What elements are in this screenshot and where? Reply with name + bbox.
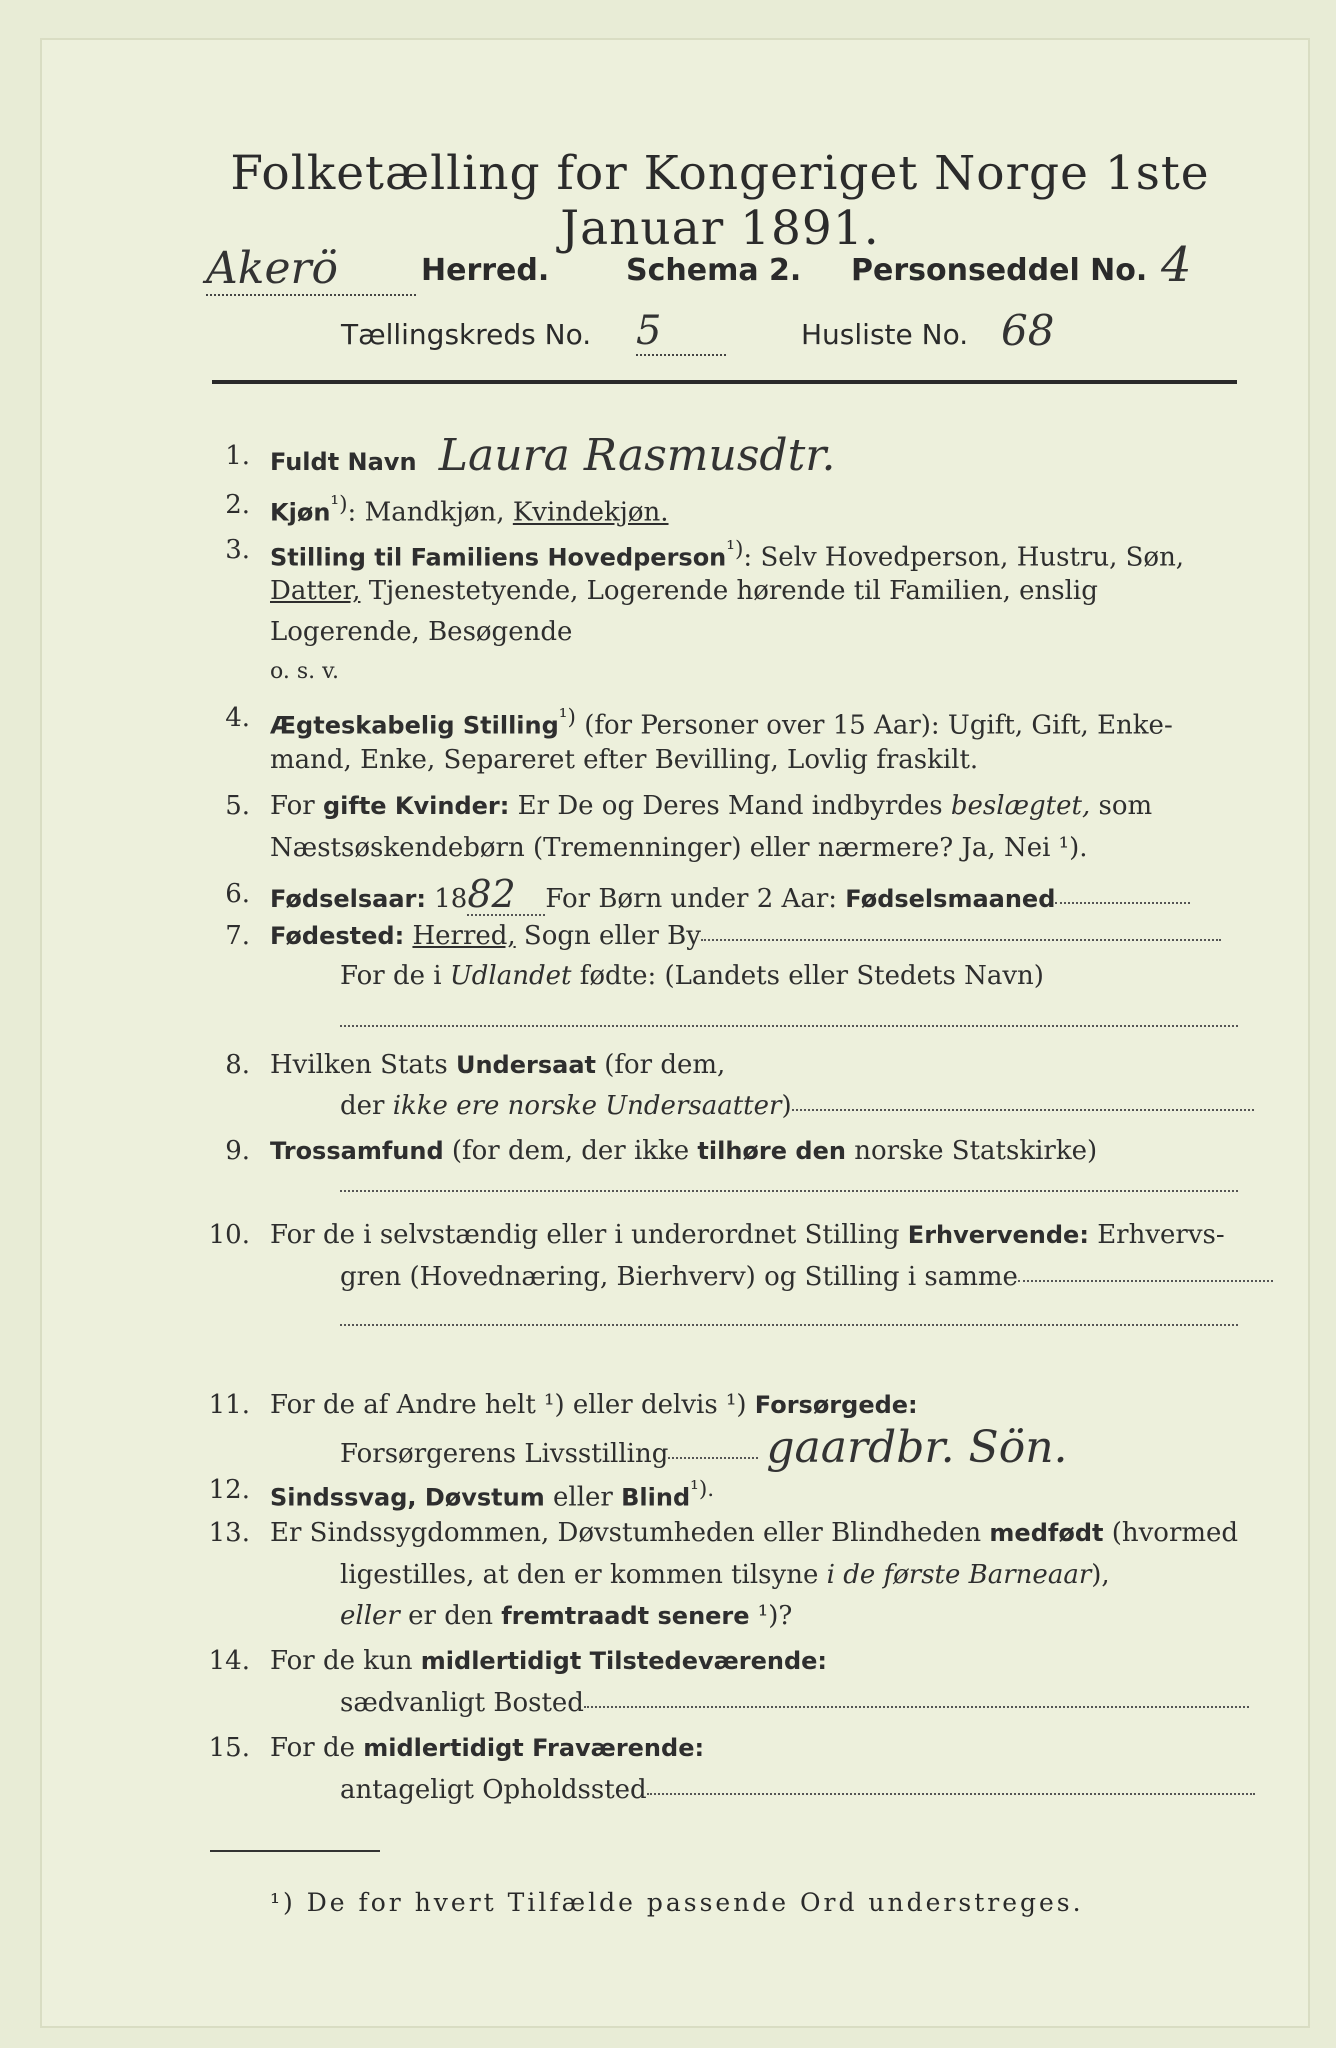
text: norske Statskirke) bbox=[845, 1136, 1098, 1166]
birth-year-value: 82 bbox=[467, 874, 545, 916]
row-number: 2. bbox=[225, 490, 250, 520]
birthplace-field bbox=[701, 933, 1221, 941]
census-form bbox=[40, 38, 1310, 2028]
married-women-label: gifte Kvinder: bbox=[322, 792, 510, 820]
text: ¹)? bbox=[749, 1601, 793, 1631]
text: eller bbox=[340, 1601, 400, 1631]
temporary-absent-label: midlertidigt Fraværende: bbox=[363, 1734, 705, 1762]
full-name-label: Fuldt Navn bbox=[270, 448, 417, 476]
marital-status-label: Ægteskabelig Stilling bbox=[270, 711, 559, 740]
text: ikke ere norske Undersaatter bbox=[392, 1091, 782, 1121]
husliste-label: Husliste No. bbox=[801, 318, 969, 351]
footnote-marker: ¹). bbox=[690, 1477, 715, 1502]
herred-label: Herred. bbox=[421, 253, 550, 288]
text: ligestilles, at den er kommen tilsyne bbox=[340, 1560, 827, 1590]
row-number: 9. bbox=[225, 1136, 250, 1166]
row-number: 15. bbox=[208, 1733, 250, 1763]
occupation-label: Erhvervende: bbox=[907, 1221, 1089, 1249]
text: ) bbox=[781, 1091, 792, 1121]
kreds-line bbox=[206, 308, 1286, 368]
text: For de i selvstændig eller i underordnet Stilling bbox=[270, 1220, 908, 1250]
occupation-field-2 bbox=[340, 1322, 1238, 1326]
birth-year-prefix: 18 bbox=[426, 884, 468, 914]
text: Udlandet bbox=[449, 961, 572, 991]
taellingskreds-label: Tællingskreds No. bbox=[341, 318, 592, 351]
later-onset-label: fremtraadt senere bbox=[501, 1602, 750, 1630]
congenital-label: medfødt bbox=[989, 1519, 1104, 1547]
family-position-text: : Selv Hovedperson, Hustru, Søn, bbox=[743, 542, 1185, 573]
text: som bbox=[1090, 791, 1153, 821]
marital-status-text: (for Personer over 15 Aar): Ugift, Gift, Enke- bbox=[575, 710, 1173, 741]
taellingskreds-value: 5 bbox=[636, 308, 726, 356]
row-number: 10. bbox=[208, 1220, 250, 1250]
full-name-value: Laura Rasmusdtr. bbox=[438, 430, 836, 481]
text: antageligt Opholdssted bbox=[340, 1775, 647, 1805]
footnote-marker: ¹) bbox=[726, 537, 744, 562]
related-question-text: Næstsøskendebørn (Tremenninger) eller nærmere? Ja, Nei ¹). bbox=[270, 833, 1088, 863]
text: sædvanligt Bosted bbox=[340, 1688, 584, 1718]
text: ), bbox=[1091, 1560, 1110, 1590]
text: (hvormed bbox=[1103, 1518, 1239, 1548]
disability-label: Sindssvag, Døvstum bbox=[270, 1483, 545, 1512]
form-title: Folketælling for Kongeriget Norge 1ste Januar 1891. bbox=[230, 146, 1210, 256]
row-number: 3. bbox=[225, 535, 250, 565]
row-number: 14. bbox=[208, 1646, 250, 1676]
text: Hvilken Stats bbox=[270, 1050, 456, 1080]
row-number: 8. bbox=[225, 1050, 250, 1080]
birth-month-field bbox=[1055, 896, 1190, 904]
text: For de af Andre helt ¹) eller delvis ¹) bbox=[270, 1390, 755, 1420]
text: For Børn under 2 Aar: bbox=[545, 884, 846, 914]
birthplace-label: Fødested: bbox=[270, 922, 405, 950]
row-number: 11. bbox=[208, 1390, 250, 1420]
usual-residence-field bbox=[584, 1700, 1249, 1708]
footnote-rule bbox=[210, 1850, 380, 1852]
text: er den bbox=[399, 1601, 502, 1631]
temporary-present-label: midlertidigt Tilstedeværende: bbox=[420, 1647, 828, 1675]
row-number: 7. bbox=[225, 921, 250, 951]
citizenship-label: Undersaat bbox=[455, 1051, 596, 1079]
herred-value: Akerö bbox=[206, 243, 416, 296]
footnote: ¹) De for hvert Tilfælde passende Ord understreges. bbox=[270, 1888, 1084, 1917]
foreign-birthplace-field bbox=[340, 1023, 1238, 1027]
text: Er Sindssygdommen, Døvstumheden eller Blindheden bbox=[270, 1518, 990, 1548]
text: beslægtet, bbox=[950, 791, 1091, 821]
supported-label: Forsørgede: bbox=[754, 1391, 918, 1419]
row-number: 1. bbox=[225, 441, 250, 471]
text: For de bbox=[270, 1733, 364, 1763]
citizenship-field bbox=[792, 1103, 1254, 1111]
text: Sogn eller By bbox=[515, 921, 701, 951]
text: fødte: (Landets eller Stedets Navn) bbox=[571, 961, 1044, 991]
sex-label: Kjøn bbox=[270, 498, 331, 527]
herred-line bbox=[206, 237, 1286, 303]
family-position-text: Logerende, Besøgende bbox=[270, 617, 573, 647]
row-number: 13. bbox=[208, 1518, 250, 1548]
religion-field bbox=[340, 1188, 1238, 1192]
text: For bbox=[270, 791, 323, 821]
text: Forsørgerens Livsstilling bbox=[340, 1439, 669, 1469]
text: (for dem, der ikke bbox=[443, 1136, 698, 1166]
footnote-marker: ¹) bbox=[330, 492, 348, 517]
husliste-value: 68 bbox=[1001, 306, 1055, 355]
text: tilhøre den bbox=[697, 1137, 846, 1165]
row-number: 5. bbox=[225, 791, 250, 821]
row-number: 12. bbox=[208, 1475, 250, 1505]
text: Erhvervs- bbox=[1088, 1220, 1225, 1250]
supporter-field bbox=[668, 1451, 758, 1459]
birthplace-selected: Herred, bbox=[412, 921, 516, 951]
personseddel-label: Personseddel No. bbox=[851, 253, 1148, 288]
blind-label: Blind bbox=[621, 1483, 691, 1512]
schema-label: Schema 2. bbox=[626, 253, 802, 288]
sex-options-text: : Mandkjøn, bbox=[347, 497, 513, 528]
text: For de i bbox=[340, 961, 450, 991]
personseddel-value: 4 bbox=[1161, 237, 1192, 293]
occupation-field bbox=[1018, 1274, 1273, 1282]
text: For de kun bbox=[270, 1646, 421, 1676]
header-rule bbox=[212, 380, 1237, 384]
footnote-marker: ¹) bbox=[558, 705, 576, 730]
supporter-occupation-value: gaardbr. Sön. bbox=[766, 1422, 1068, 1473]
birth-month-label: Fødselsmaaned bbox=[845, 885, 1056, 913]
family-position-selected: Datter, bbox=[270, 576, 361, 606]
row-number: 4. bbox=[225, 703, 250, 733]
row-number: 6. bbox=[225, 879, 250, 909]
text: der bbox=[340, 1091, 393, 1121]
family-position-text: Tjenestetyende, Logerende hørende til Familien, enslig bbox=[360, 576, 1098, 606]
family-position-label: Stilling til Familiens Hovedperson bbox=[270, 543, 727, 572]
probable-residence-field bbox=[647, 1787, 1255, 1795]
text: gren (Hovednæring, Bierhverv) og Stilling i samme bbox=[340, 1262, 1018, 1292]
sex-selected: Kvindekjøn. bbox=[512, 497, 669, 528]
family-position-text: o. s. v. bbox=[270, 659, 339, 684]
text: i de første Barneaar bbox=[826, 1560, 1092, 1590]
text: Er De og Deres Mand indbyrdes bbox=[509, 791, 951, 821]
text: (for dem, bbox=[595, 1050, 726, 1080]
marital-status-text: mand, Enke, Separeret efter Bevilling, Lovlig fraskilt. bbox=[270, 745, 979, 775]
text: eller bbox=[544, 1482, 622, 1513]
religion-label: Trossamfund bbox=[270, 1137, 444, 1165]
birth-year-label: Fødselsaar: bbox=[270, 885, 426, 913]
